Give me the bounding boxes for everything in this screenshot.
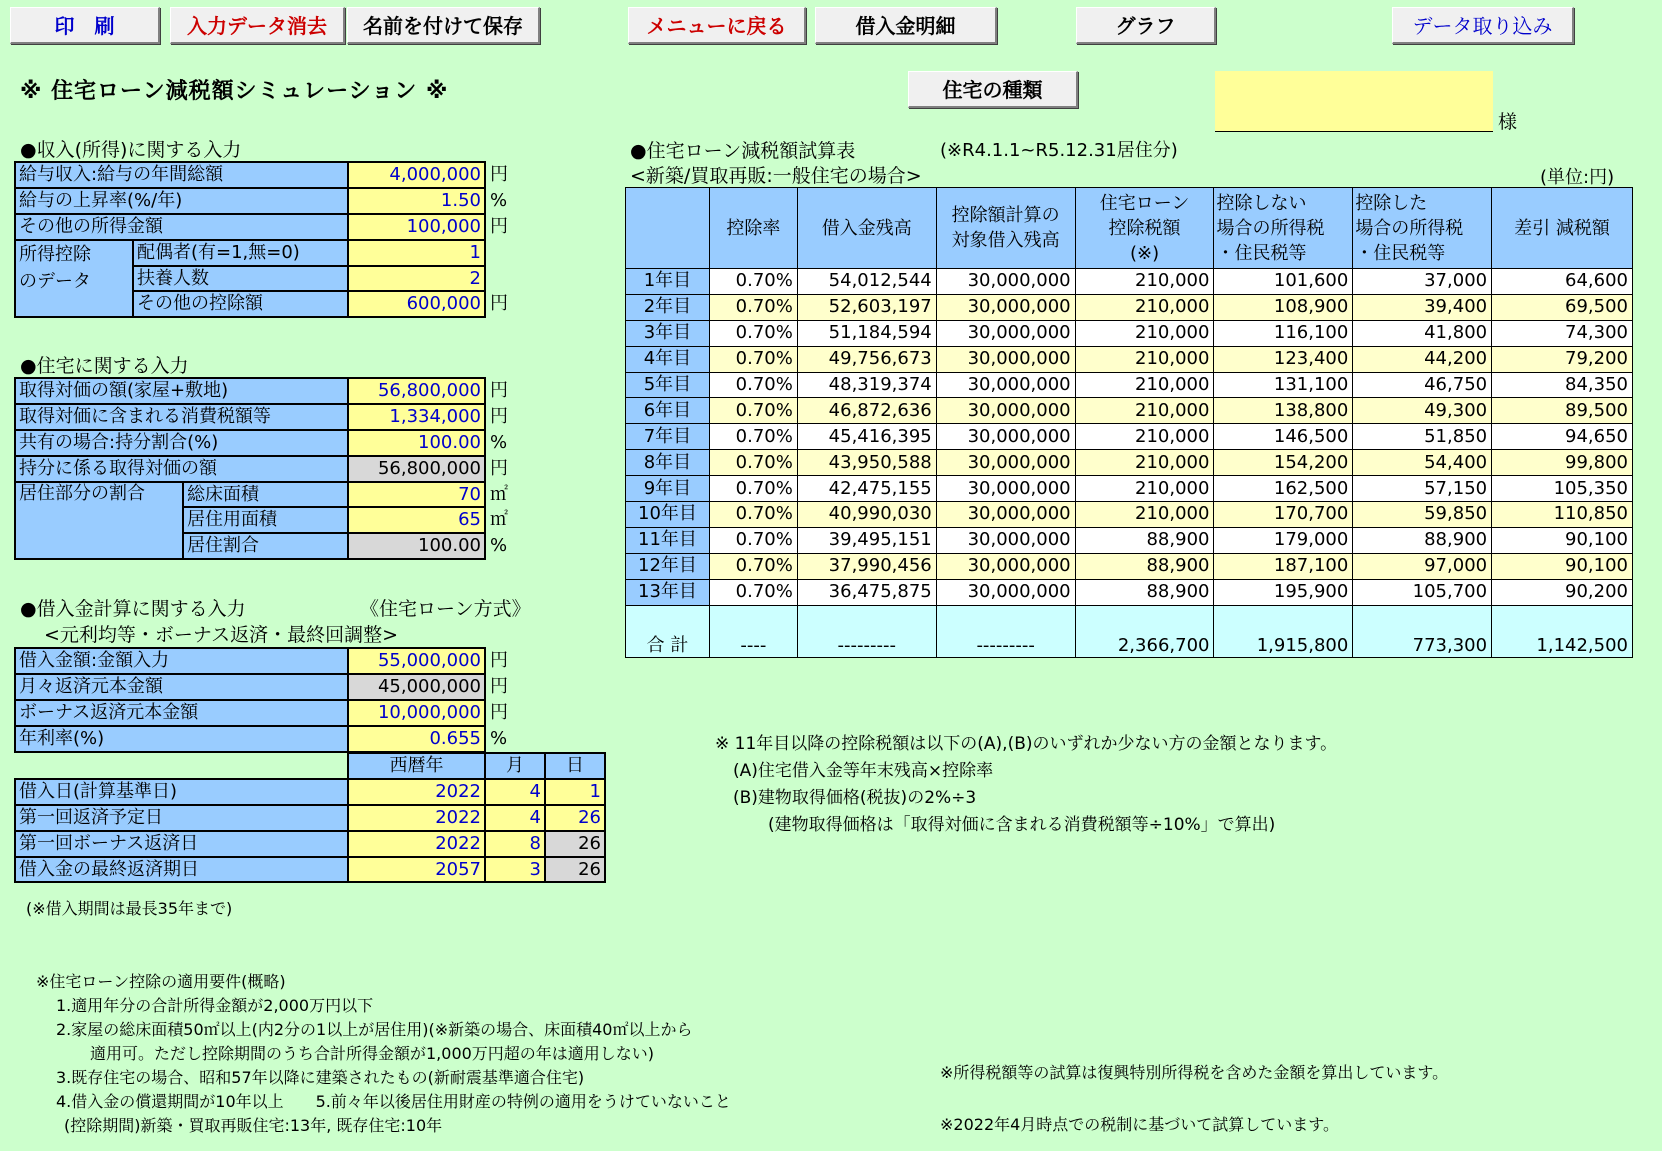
result-col-header-1 (709, 188, 797, 269)
total-cell: 1,915,800 (1214, 605, 1353, 657)
share-price-unit: 円 (490, 457, 508, 479)
share-label: 共有の場合:持分割合(%) (15, 430, 348, 456)
monthly-unit: 円 (490, 675, 508, 697)
raise-label: 給与の上昇率(%/年) (15, 188, 348, 214)
first-payment-label: 第一回返済予定日 (15, 805, 348, 831)
result-cell: 0.70% (709, 372, 797, 398)
result-cell: 89,500 (1492, 398, 1633, 424)
share-input[interactable]: 100.00 (348, 430, 485, 456)
customer-name-field[interactable] (1215, 71, 1493, 132)
living-area-unit: ㎡ (490, 509, 508, 531)
result-cell: 110,850 (1492, 502, 1633, 528)
result-col-header-text: 控除した (1355, 192, 1428, 214)
result-cell: 37,000 (1353, 269, 1492, 295)
share-price-value: 56,800,000 (348, 456, 485, 482)
result-cell: 30,000,000 (936, 424, 1075, 450)
table-row (15, 188, 512, 214)
result-cell: 88,900 (1075, 553, 1214, 579)
result-cell: 170,700 (1214, 502, 1353, 528)
table-row (626, 424, 1633, 450)
table-row (626, 579, 1633, 605)
result-cell: 88,900 (1075, 579, 1214, 605)
result-cell: 97,000 (1353, 553, 1492, 579)
raise-input[interactable]: 1.50 (348, 188, 485, 214)
result-cell: 90,100 (1492, 553, 1633, 579)
share-price-label: 持分に係る取得対価の額 (15, 456, 348, 482)
result-cell: 30,000,000 (936, 579, 1075, 605)
req-line-6: (控除期間)新築・買取再販住宅:13年, 既存住宅:10年 (64, 1116, 443, 1135)
house-type-button[interactable]: 住宅の種類 (908, 71, 1078, 108)
salary-input[interactable]: 4,000,000 (348, 162, 485, 188)
result-cell: 46,750 (1353, 372, 1492, 398)
table-row (15, 753, 605, 779)
req-line-1: 1.適用年分の合計所得金額が2,000万円以下 (56, 996, 374, 1015)
note-line-3: (B)建物取得価格(税抜)の2%÷3 (733, 788, 977, 808)
result-unit: (単位:円) (1540, 167, 1615, 188)
final-payment-day-value: 26 (545, 857, 605, 883)
housing-heading: ●住宅に関する入力 (20, 355, 189, 377)
living-ratio-value: 100.00 (348, 533, 485, 559)
result-cell: 45,416,395 (797, 424, 936, 450)
result-cell: 39,400 (1353, 294, 1492, 320)
first-payment-day-input[interactable]: 26 (545, 805, 605, 831)
table-row (626, 527, 1633, 553)
result-cell: 101,600 (1214, 269, 1353, 295)
share-unit: % (490, 431, 508, 453)
table-row (15, 240, 512, 266)
result-cell: 99,800 (1492, 450, 1633, 476)
year-label: 1年目 (626, 269, 710, 295)
borrow-month-input[interactable]: 4 (485, 779, 545, 805)
result-col-header-3 (936, 188, 1075, 269)
result-cell: 154,200 (1214, 450, 1353, 476)
table-row (626, 398, 1633, 424)
result-col-header-text: 控除税額 (1108, 217, 1181, 239)
result-col-header-text: 場合の所得税 (1355, 217, 1464, 239)
result-subheading: <新築/買取再販:一般住宅の場合> (630, 165, 922, 187)
borrow-day-input[interactable]: 1 (545, 779, 605, 805)
loan-detail-button[interactable]: 借入金明細 (815, 7, 997, 44)
first-bonus-year-input[interactable]: 2022 (348, 831, 485, 857)
tax-unit: 円 (490, 405, 508, 427)
result-cell: 210,000 (1075, 450, 1214, 476)
income-heading: ●収入(所得)に関する入力 (20, 139, 242, 161)
table-row (15, 456, 512, 482)
living-ratio-label: 居住割合 (183, 533, 348, 559)
result-cell: 210,000 (1075, 502, 1214, 528)
result-cell: 210,000 (1075, 269, 1214, 295)
result-cell: 30,000,000 (936, 294, 1075, 320)
ratio-label: 居住部分の割合 (15, 482, 183, 560)
result-col-header-text: 場合の所得税 (1216, 217, 1325, 239)
result-cell: 84,350 (1492, 372, 1633, 398)
result-cell: 210,000 (1075, 294, 1214, 320)
table-row (15, 162, 512, 188)
result-cell: 162,500 (1214, 476, 1353, 502)
result-cell: 195,900 (1214, 579, 1353, 605)
borrow-year-input[interactable]: 2022 (348, 779, 485, 805)
result-col-header-text: 控除しない (1216, 192, 1307, 214)
result-cell: 123,400 (1214, 346, 1353, 372)
table-row (15, 726, 512, 752)
deduction-data-label (15, 240, 133, 318)
first-payment-month-input[interactable]: 4 (485, 805, 545, 831)
result-cell: 64,600 (1492, 269, 1633, 295)
result-cell: 210,000 (1075, 476, 1214, 502)
year-label: 8年目 (626, 450, 710, 476)
req-line-2: 2.家屋の総床面積50㎡以上(内2分の1以上が居住用)(※新築の場合、床面積40㎡以上から (56, 1020, 693, 1039)
table-row (626, 320, 1633, 346)
table-row (15, 404, 512, 430)
result-cell: 52,603,197 (797, 294, 936, 320)
result-col-header-2 (797, 188, 936, 269)
result-cell: 116,100 (1214, 320, 1353, 346)
result-cell: 37,990,456 (797, 553, 936, 579)
salary-label: 給与収入:給与の年間総額 (15, 162, 348, 188)
result-cell: 146,500 (1214, 424, 1353, 450)
result-cell: 40,990,030 (797, 502, 936, 528)
result-cell: 48,319,374 (797, 372, 936, 398)
result-cell: 54,400 (1353, 450, 1492, 476)
import-data-button[interactable]: データ取り込み (1392, 7, 1574, 44)
req-line-4: 3.既存住宅の場合、昭和57年以降に建築されたもの(新耐震基準適合住宅) (56, 1068, 585, 1087)
col-month: 月 (485, 753, 545, 779)
result-cell: 0.70% (709, 553, 797, 579)
result-col-header-6 (1353, 188, 1492, 269)
result-col-header-text: ・住民税等 (1355, 242, 1446, 264)
result-cell: 0.70% (709, 476, 797, 502)
price-input[interactable]: 56,800,000 (348, 378, 485, 404)
table-row (15, 831, 605, 857)
rate-label: 年利率(%) (15, 726, 348, 752)
table-row (626, 372, 1633, 398)
bonus-label: ボーナス返済元本金額 (15, 700, 348, 726)
dependents-input[interactable]: 2 (348, 266, 485, 292)
note-line-1: ※ 11年目以降の控除税額は以下の(A),(B)のいずれか少ない方の金額となります。 (715, 734, 1338, 754)
table-row (15, 674, 512, 700)
total-row (626, 605, 1633, 657)
result-cell: 59,850 (1353, 502, 1492, 528)
result-col-header-text: 差引 減税額 (1514, 217, 1610, 239)
result-col-header-text: 住宅ローン (1099, 192, 1190, 214)
other-deduction-unit: 円 (490, 293, 508, 315)
year-label: 3年目 (626, 320, 710, 346)
tax-label: 取得対価に含まれる消費税額等 (15, 404, 348, 430)
year-label: 10年目 (626, 502, 710, 528)
total-cell: 1,142,500 (1492, 605, 1633, 657)
note-line-2: (A)住宅借入金等年末残高×控除率 (733, 761, 994, 781)
result-cell: 0.70% (709, 269, 797, 295)
result-col-header-text: 対象借入残高 (951, 230, 1060, 251)
result-cell: 43,950,588 (797, 450, 936, 476)
living-ratio-unit: % (490, 535, 508, 557)
result-cell: 49,756,673 (797, 346, 936, 372)
table-row (626, 502, 1633, 528)
result-cell: 131,100 (1214, 372, 1353, 398)
note-line-4: (建物取得価格は「取得対価に含まれる消費税額等÷10%」で算出) (768, 815, 1276, 835)
back-to-menu-button[interactable]: メニューに戻る (628, 7, 806, 44)
year-label: 13年目 (626, 579, 710, 605)
total-cell: 2,366,700 (1075, 605, 1214, 657)
result-cell: 105,350 (1492, 476, 1633, 502)
result-cell: 30,000,000 (936, 553, 1075, 579)
table-row (626, 476, 1633, 502)
monthly-label: 月々返済元本金額 (15, 674, 348, 700)
final-payment-label: 借入金の最終返済期日 (15, 857, 348, 883)
table-row (626, 294, 1633, 320)
year-label: 6年目 (626, 398, 710, 424)
result-col-header-text: 借入金残高 (821, 217, 912, 239)
salary-unit: 円 (490, 163, 508, 185)
living-area-input[interactable]: 65 (348, 507, 485, 533)
result-cell: 30,000,000 (936, 346, 1075, 372)
req-line-3: 適用可。ただし控除期間のうち合計所得金額が1,000万円超の年は適用しない) (90, 1044, 655, 1063)
bonus-unit: 円 (490, 701, 508, 723)
table-row (15, 805, 605, 831)
footnote-2: ※2022年4月時点での税制に基づいて試算しています。 (940, 1115, 1340, 1134)
borrow-date-label: 借入日(計算基準日) (15, 779, 348, 805)
page-title: ※ 住宅ローン減税額シミュレーション ※ (20, 79, 449, 104)
first-bonus-month-input[interactable]: 8 (485, 831, 545, 857)
result-cell: 30,000,000 (936, 450, 1075, 476)
result-cell: 54,012,544 (797, 269, 936, 295)
result-cell: 88,900 (1075, 527, 1214, 553)
deduction-label-line1: 所得控除 (19, 243, 91, 265)
loan-table (14, 647, 513, 753)
table-row (626, 553, 1633, 579)
loan-method: 《住宅ローン方式》 (360, 598, 531, 620)
result-col-header-text: ・住民税等 (1216, 242, 1307, 264)
result-cell: 57,150 (1353, 476, 1492, 502)
price-label: 取得対価の額(家屋+敷地) (15, 378, 348, 404)
other-income-input[interactable]: 100,000 (348, 214, 485, 240)
footnote-1: ※所得税額等の試算は復興特別所得税を含めた金額を算出しています。 (940, 1063, 1449, 1082)
loan-dates-table (14, 752, 606, 883)
graph-button[interactable]: グラフ (1076, 7, 1216, 44)
result-cell: 36,475,875 (797, 579, 936, 605)
print-button[interactable]: 印 刷 (10, 7, 160, 44)
first-payment-year-input[interactable]: 2022 (348, 805, 485, 831)
living-area-label: 居住用面積 (183, 507, 348, 533)
result-cell: 49,300 (1353, 398, 1492, 424)
loan-amount-unit: 円 (490, 649, 508, 671)
result-cell: 179,000 (1214, 527, 1353, 553)
result-cell: 39,495,151 (797, 527, 936, 553)
income-table (14, 161, 513, 318)
result-cell: 90,100 (1492, 527, 1633, 553)
loan-period-note: (※借入期間は最長35年まで) (26, 899, 233, 918)
result-cell: 69,500 (1492, 294, 1633, 320)
raise-unit: % (490, 189, 508, 211)
floor-unit: ㎡ (490, 483, 508, 505)
rate-input[interactable]: 0.655 (348, 726, 485, 752)
total-cell: 773,300 (1353, 605, 1492, 657)
table-row (15, 857, 605, 883)
table-row (626, 450, 1633, 476)
result-cell: 44,200 (1353, 346, 1492, 372)
table-row (15, 779, 605, 805)
result-cell: 79,200 (1492, 346, 1633, 372)
total-cell: ---- (709, 605, 797, 657)
result-col-header-text: 控除率 (726, 217, 781, 239)
result-cell: 210,000 (1075, 372, 1214, 398)
final-payment-year-input[interactable]: 2057 (348, 857, 485, 883)
result-cell: 41,800 (1353, 320, 1492, 346)
result-col-header-text: 控除額計算の (951, 205, 1060, 226)
loan-amount-label: 借入金額:金額入力 (15, 648, 348, 674)
result-cell: 30,000,000 (936, 372, 1075, 398)
dependents-label: 扶養人数 (133, 266, 348, 292)
result-cell: 30,000,000 (936, 320, 1075, 346)
result-cell: 210,000 (1075, 320, 1214, 346)
year-label: 11年目 (626, 527, 710, 553)
monthly-value: 45,000,000 (348, 674, 485, 700)
table-row (15, 700, 512, 726)
result-cell: 210,000 (1075, 424, 1214, 450)
result-cell: 0.70% (709, 579, 797, 605)
spouse-input[interactable]: 1 (348, 240, 485, 266)
result-cell: 30,000,000 (936, 502, 1075, 528)
year-label: 12年目 (626, 553, 710, 579)
col-year: 西暦年 (348, 753, 485, 779)
total-cell: --------- (936, 605, 1075, 657)
year-label: 9年目 (626, 476, 710, 502)
result-cell: 30,000,000 (936, 476, 1075, 502)
table-row (626, 346, 1633, 372)
result-cell: 0.70% (709, 424, 797, 450)
result-cell: 0.70% (709, 398, 797, 424)
result-cell: 90,200 (1492, 579, 1633, 605)
result-cell: 74,300 (1492, 320, 1633, 346)
result-cell: 30,000,000 (936, 269, 1075, 295)
result-cell: 210,000 (1075, 398, 1214, 424)
name-suffix: 様 (1498, 111, 1518, 133)
other-income-unit: 円 (490, 215, 508, 237)
year-label: 7年目 (626, 424, 710, 450)
result-cell: 42,475,155 (797, 476, 936, 502)
result-cell: 0.70% (709, 294, 797, 320)
result-col-header-4 (1075, 188, 1214, 269)
table-row (15, 482, 512, 508)
tax-input[interactable]: 1,334,000 (348, 404, 485, 430)
rate-unit: % (490, 727, 508, 749)
total-label: 合 計 (626, 605, 710, 657)
other-income-label: その他の所得金額 (15, 214, 348, 240)
result-cell: 51,184,594 (797, 320, 936, 346)
req-line-0: ※住宅ローン控除の適用要件(概略) (36, 972, 286, 991)
table-row (15, 430, 512, 456)
result-col-header-text: (※) (1129, 242, 1160, 264)
result-cell: 0.70% (709, 450, 797, 476)
result-col-header-0 (626, 188, 710, 269)
table-row (15, 648, 512, 674)
loan-heading: ●借入金計算に関する入力 (20, 598, 246, 620)
result-cell: 0.70% (709, 346, 797, 372)
floor-input[interactable]: 70 (348, 482, 485, 508)
result-cell: 30,000,000 (936, 398, 1075, 424)
bonus-input[interactable]: 10,000,000 (348, 700, 485, 726)
floor-label: 総床面積 (183, 482, 348, 508)
result-heading: ●住宅ローン減税額試算表 (630, 140, 856, 162)
result-cell: 105,700 (1353, 579, 1492, 605)
col-day: 日 (545, 753, 605, 779)
price-unit: 円 (490, 379, 508, 401)
result-cell: 0.70% (709, 320, 797, 346)
loan-subheading: <元利均等・ボーナス返済・最終回調整> (44, 624, 399, 646)
total-cell: --------- (797, 605, 936, 657)
result-cell: 94,650 (1492, 424, 1633, 450)
year-label: 4年目 (626, 346, 710, 372)
final-payment-month-input[interactable]: 3 (485, 857, 545, 883)
result-table (625, 187, 1633, 658)
result-cell: 88,900 (1353, 527, 1492, 553)
first-bonus-label: 第一回ボーナス返済日 (15, 831, 348, 857)
housing-table (14, 377, 513, 560)
loan-amount-input[interactable]: 55,000,000 (348, 648, 485, 674)
result-cell: 46,872,636 (797, 398, 936, 424)
clear-data-button[interactable]: 入力データ消去 (170, 7, 345, 44)
result-cell: 210,000 (1075, 346, 1214, 372)
result-period: (※R4.1.1~R5.12.31居住分) (940, 140, 1178, 161)
result-cell: 0.70% (709, 502, 797, 528)
result-cell: 108,900 (1214, 294, 1353, 320)
result-col-header-7 (1492, 188, 1633, 269)
table-row (626, 269, 1633, 295)
result-cell: 187,100 (1214, 553, 1353, 579)
req-line-5: 4.借入金の償還期間が10年以上 5.前々年以後居住用財産の特例の適用をうけていないこと (56, 1092, 731, 1111)
save-as-button[interactable]: 名前を付けて保存 (347, 7, 540, 44)
result-cell: 0.70% (709, 527, 797, 553)
first-bonus-day-value: 26 (545, 831, 605, 857)
deduction-label-line2: のデータ (19, 270, 91, 292)
result-col-header-5 (1214, 188, 1353, 269)
other-deduction-input[interactable]: 600,000 (348, 291, 485, 317)
result-cell: 30,000,000 (936, 527, 1075, 553)
result-cell: 51,850 (1353, 424, 1492, 450)
year-label: 5年目 (626, 372, 710, 398)
result-header-row (626, 188, 1633, 269)
spouse-label: 配偶者(有=1,無=0) (133, 240, 348, 266)
other-deduction-label: その他の控除額 (133, 291, 348, 317)
table-row (15, 378, 512, 404)
year-label: 2年目 (626, 294, 710, 320)
result-cell: 138,800 (1214, 398, 1353, 424)
table-row (15, 214, 512, 240)
